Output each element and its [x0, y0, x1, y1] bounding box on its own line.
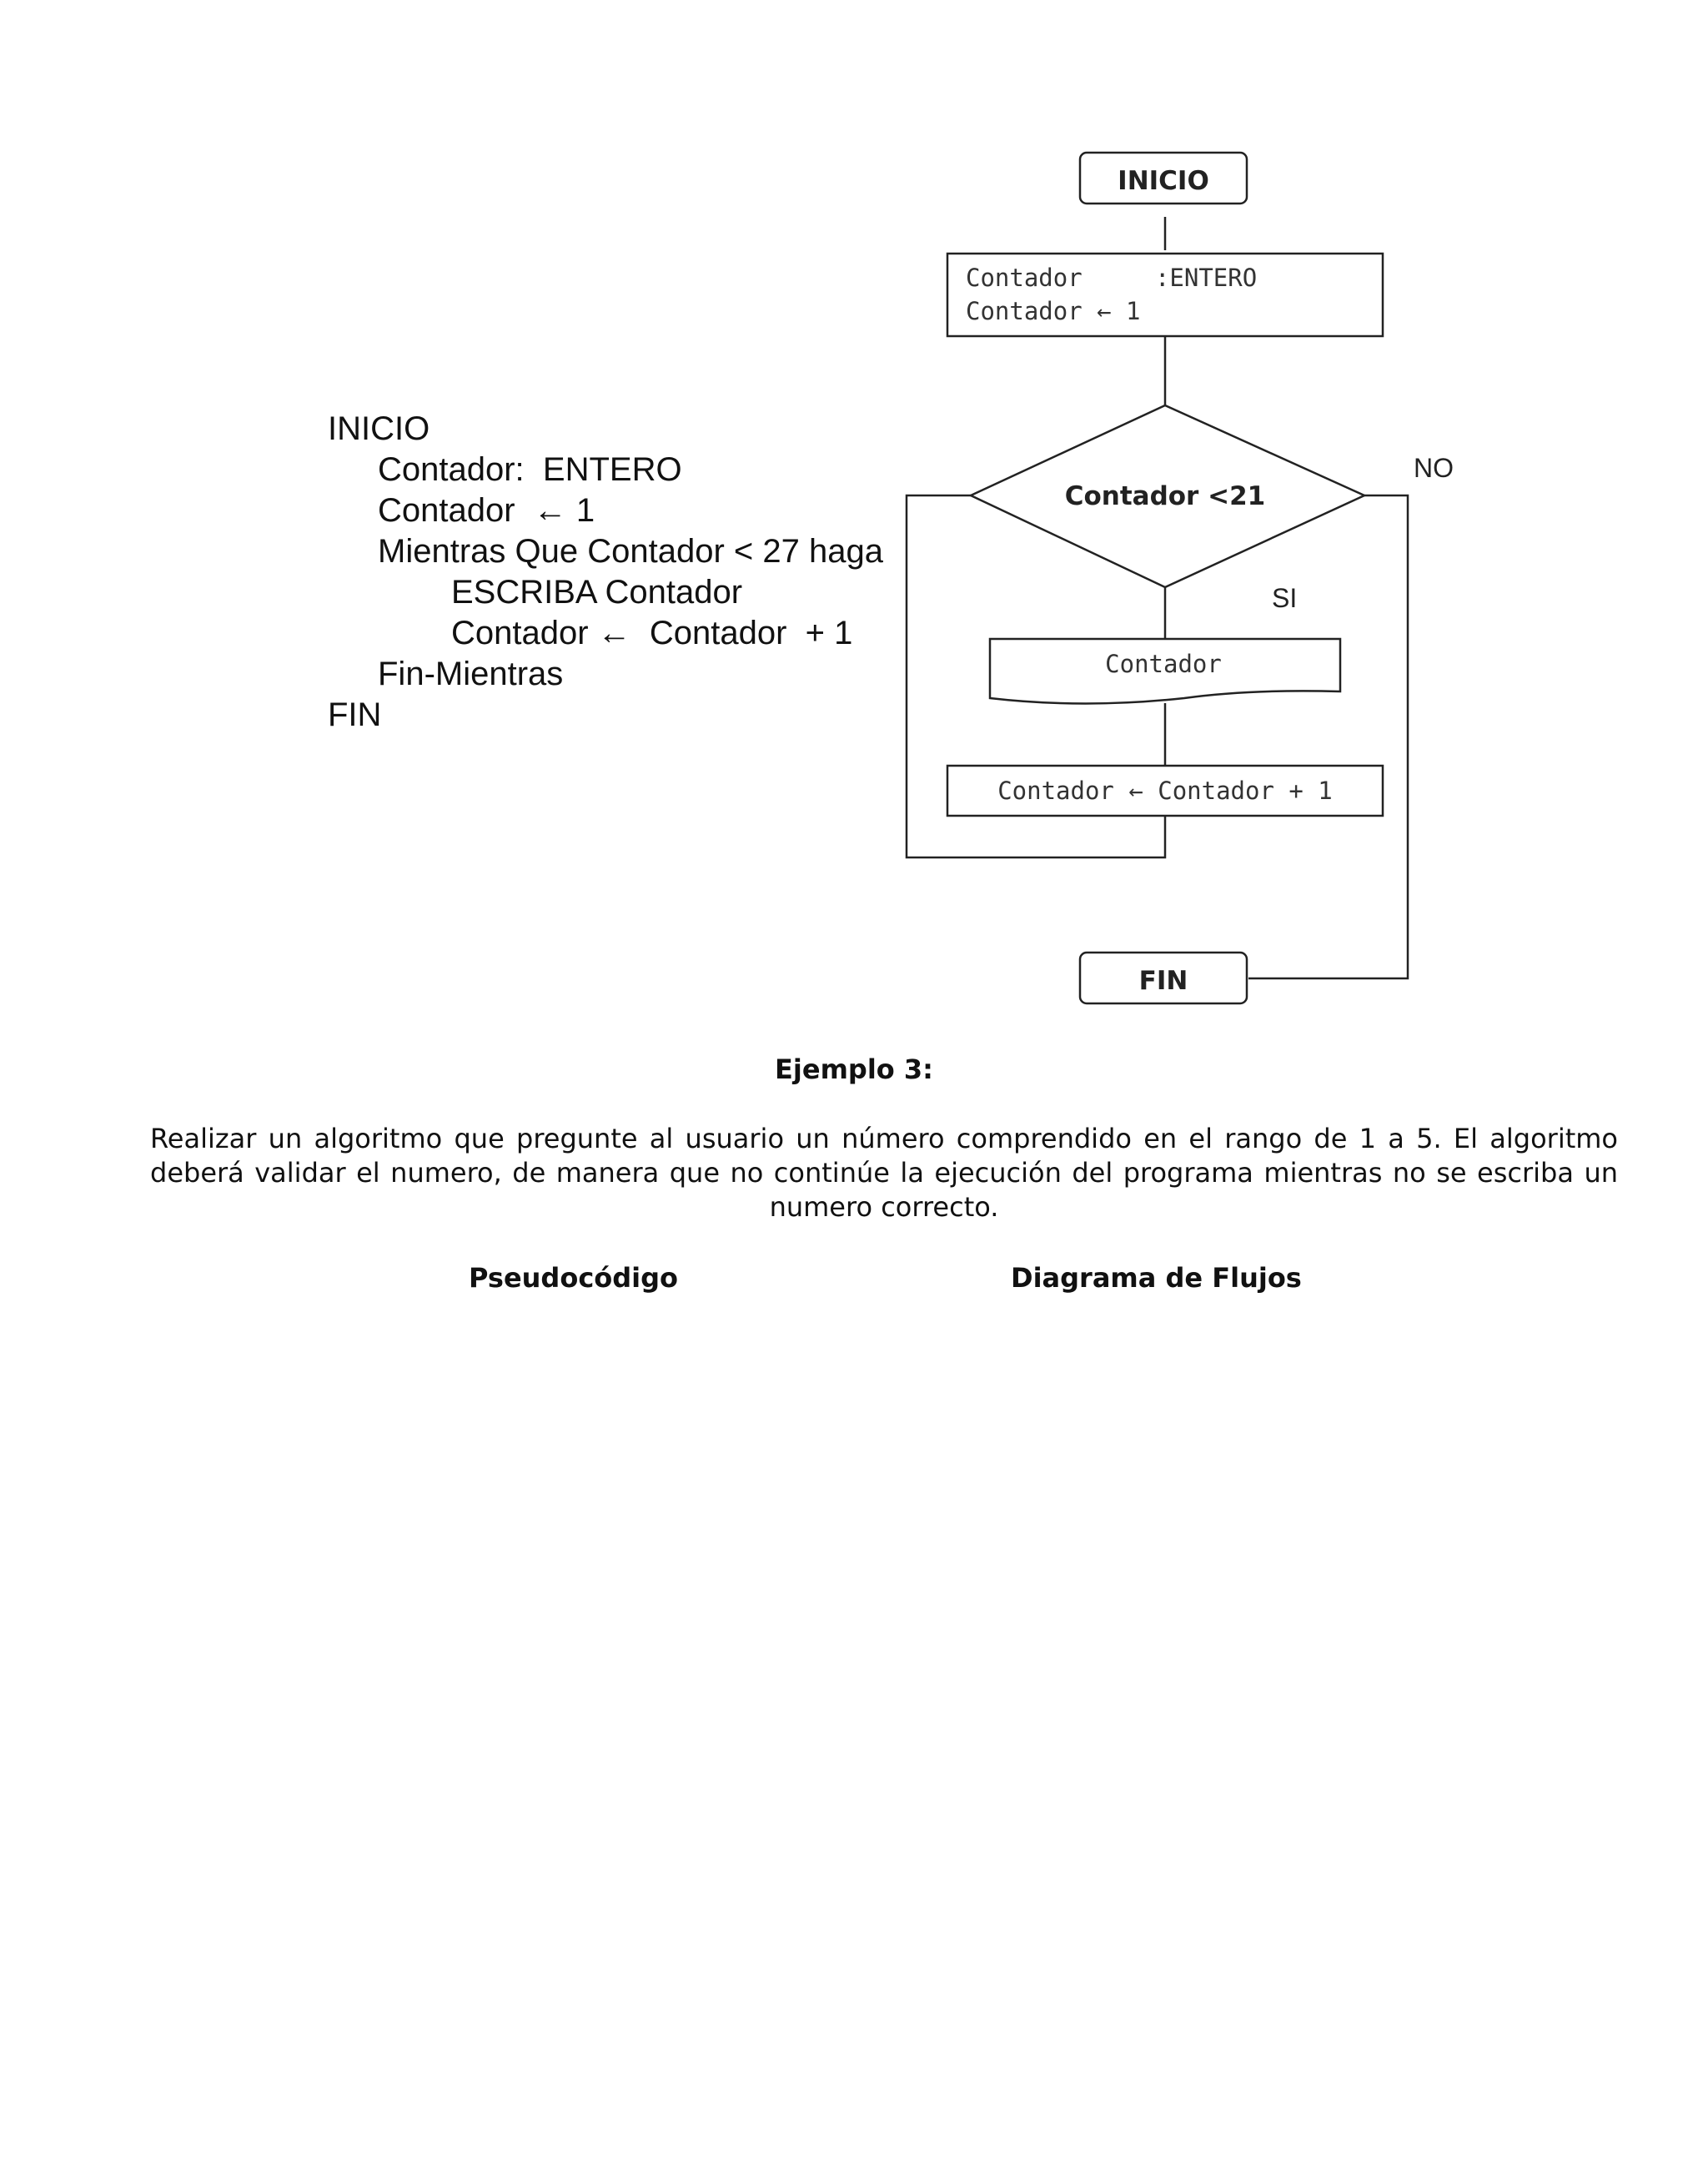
pseudocode-line: Contador: ENTERO	[378, 451, 682, 488]
decision-label: Contador <21	[1064, 481, 1266, 511]
increment-box	[947, 766, 1383, 816]
flowchart	[0, 0, 1708, 1043]
no-label: NO	[1414, 453, 1454, 483]
yes-label: SI	[1272, 583, 1298, 613]
declare-line-1: Contador :ENTERO	[966, 264, 1258, 292]
pseudocode-line: ESCRIBA Contador	[451, 574, 743, 611]
pseudocode-line: Contador ← 1	[378, 492, 595, 529]
output-box	[990, 639, 1340, 704]
flowchart-heading: Diagrama de Flujos	[1011, 1262, 1302, 1294]
pseudocode-line: FIN	[328, 696, 382, 733]
end-terminal	[1080, 953, 1247, 1003]
increment-label: Contador ← Contador + 1	[997, 777, 1333, 805]
pseudocode-line: Fin-Mientras	[378, 656, 564, 692]
pseudocode-line: INICIO	[328, 410, 430, 447]
pseudocode-heading: Pseudocódigo	[469, 1262, 679, 1294]
pseudocode-line: Contador ← Contador + 1	[451, 615, 853, 651]
output-label: Contador	[1105, 650, 1222, 678]
start-terminal	[1080, 153, 1247, 204]
example-heading: Ejemplo 3:	[775, 1053, 933, 1085]
declare-line-2: Contador ← 1	[966, 297, 1141, 325]
decision	[971, 405, 1364, 587]
start-label: INICIO	[1118, 166, 1209, 196]
pseudocode-line: Mientras Que Contador < 27 haga	[378, 533, 883, 570]
example-description: Realizar un algoritmo que pregunte al usuario un número comprendido en el rango de 1 a 5. El algoritmo deberá validar el numero, de manera que no continúe la ejecución del programa mientras no se escriba un numero correcto.	[150, 1123, 1618, 1223]
declare-box	[947, 254, 1383, 336]
end-label: FIN	[1138, 966, 1188, 996]
connector-no-exit	[1248, 495, 1408, 978]
